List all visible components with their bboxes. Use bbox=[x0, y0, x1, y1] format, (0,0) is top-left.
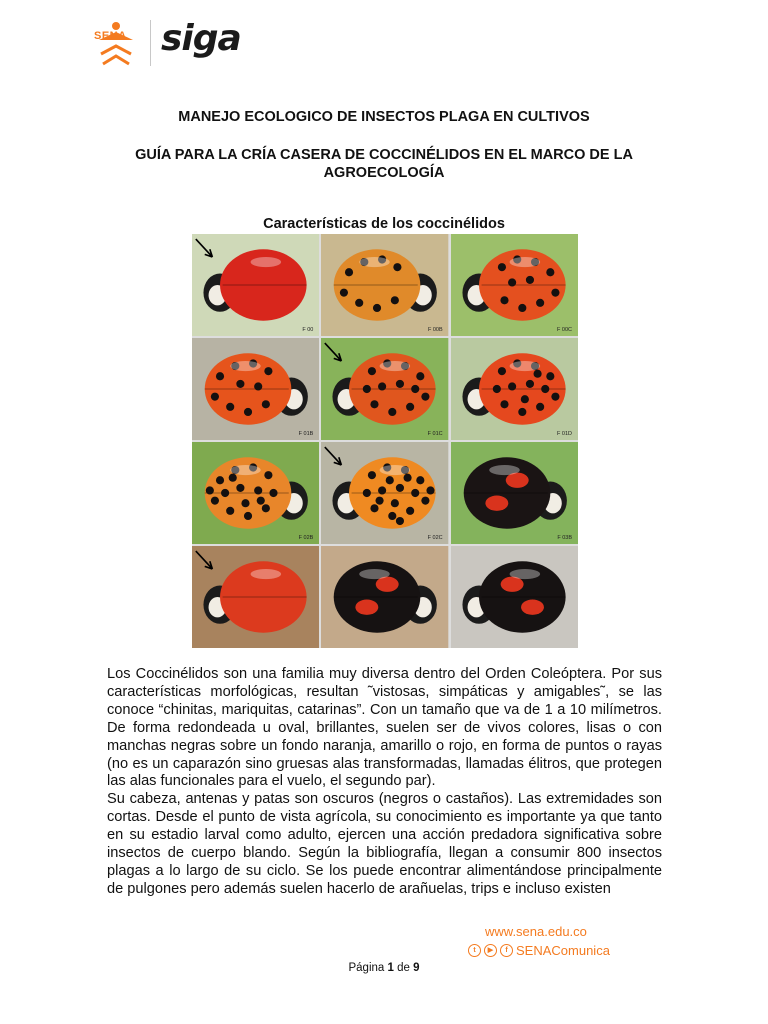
ladybug-drawing bbox=[451, 442, 578, 544]
ladybug-photo bbox=[192, 546, 319, 648]
ladybug-drawing bbox=[192, 546, 319, 648]
ladybug-photo bbox=[451, 546, 578, 648]
ladybug-photo bbox=[451, 442, 578, 544]
ladybug-drawing bbox=[451, 546, 578, 648]
ladybug-photo bbox=[321, 338, 448, 440]
ladybug-drawing bbox=[321, 234, 448, 336]
paragraph-1: Los Coccinélidos son una familia muy diversa dentro del Orden Coleóptera. Por sus características morfológicas, resultan ˜vistosas, simpáticas y amigables˜, se las conoce “chinitas, mariquitas, catarinas”. Con un tamaño que va de 1 a 10 milímetros. De forma redondeada u oval, brillantes, suelen ser de vivos colores, lisas o con manchas negras sobre un fondo naranja, amarillo o rojo, en forma de puntos o rayas (no es un caparazón sino gruesas alas transformadas, llamadas élitros, que protegen las alas funcionales para el vuelo, el segundo par). bbox=[107, 666, 662, 790]
panel-label: F 01C bbox=[427, 431, 443, 437]
youtube-icon: ▶ bbox=[484, 944, 497, 957]
logo-divider bbox=[150, 20, 151, 66]
panel-label: F 02C bbox=[427, 535, 443, 541]
ladybug-photo bbox=[192, 338, 319, 440]
ladybug-photo bbox=[192, 234, 319, 336]
ladybug-photo-grid bbox=[192, 234, 578, 648]
footer-url: www.sena.edu.co bbox=[485, 924, 587, 939]
body-text bbox=[107, 666, 662, 899]
ladybug-photo bbox=[321, 546, 448, 648]
ladybug-drawing bbox=[192, 338, 319, 440]
sena-logo bbox=[93, 20, 139, 68]
panel-label: F 00C bbox=[557, 327, 572, 333]
ladybug-drawing bbox=[321, 546, 448, 648]
ladybug-drawing bbox=[192, 234, 319, 336]
page-prefix: Página bbox=[348, 962, 385, 974]
footer-social bbox=[468, 943, 610, 958]
ladybug-drawing bbox=[321, 442, 448, 544]
ladybug-drawing bbox=[451, 234, 578, 336]
panel-label: F 03B bbox=[557, 535, 572, 541]
paragraph-2: Su cabeza, antenas y patas son oscuros (negros o castaños). Las extremidades son cortas. Desde el punto de vista agrícola, su conocimiento es importante ya que tanto en su estadio larval como adulto, ejercen una acción predadora significativa sobre insectos de cuerpo blando. Según la bibliografía, llegan a consumir 800 insectos plagas a lo largo de su ciclo. Se los puede encontrar alimentándose principalmente de pulgones pero además suelen hacerlo de arañuelas, trips e incluso existen bbox=[107, 791, 662, 897]
siga-logo-text: siga bbox=[161, 18, 241, 59]
ladybug-photo bbox=[321, 442, 448, 544]
panel-label: F 00B bbox=[427, 327, 443, 333]
page-total: 9 bbox=[413, 962, 420, 974]
twitter-icon: t bbox=[468, 944, 481, 957]
figure-caption: Características de los coccinélidos bbox=[263, 216, 505, 232]
document-subtitle: GUÍA PARA LA CRÍA CASERA DE COCCINÉLIDOS EN EL MARCO DE LA AGROECOLOGÍA bbox=[135, 147, 633, 181]
ladybug-photo bbox=[451, 234, 578, 336]
page-mid: de bbox=[397, 962, 410, 974]
page-current: 1 bbox=[387, 962, 394, 974]
ladybug-drawing bbox=[321, 338, 448, 440]
ladybug-photo bbox=[192, 442, 319, 544]
panel-label: F 01D bbox=[557, 431, 572, 437]
page-number bbox=[0, 962, 768, 974]
ladybug-drawing bbox=[192, 442, 319, 544]
social-handle: SENAComunica bbox=[516, 943, 610, 958]
facebook-icon: f bbox=[500, 944, 513, 957]
ladybug-photo bbox=[321, 234, 448, 336]
ladybug-drawing bbox=[451, 338, 578, 440]
panel-label: F 02B bbox=[298, 535, 314, 541]
sena-logo-text: SENA bbox=[94, 30, 127, 42]
document-title: MANEJO ECOLOGICO DE INSECTOS PLAGA EN CULTIVOS bbox=[178, 109, 590, 125]
panel-label: F 01B bbox=[298, 431, 314, 437]
ladybug-photo bbox=[451, 338, 578, 440]
panel-label: F 00 bbox=[302, 327, 314, 333]
header-logos bbox=[93, 18, 293, 70]
